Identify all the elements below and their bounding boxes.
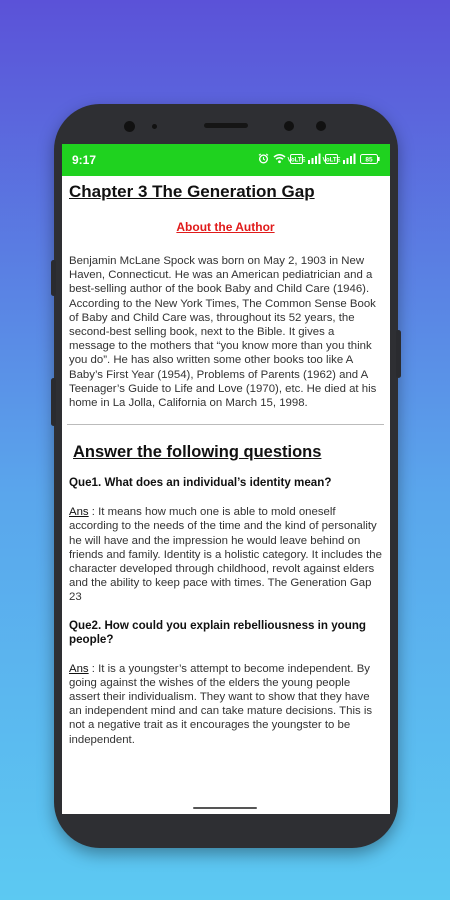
answer-text: : It means how much one is able to mold oneself according to the needs of the time and the kind of personality he will have and the impression he would leave behind on friends and family. Identity is a holistic category. It includes the character developed through childhood, revolt against elders and the ability to keep pace with times. The Generation Gap 23	[69, 506, 382, 604]
volume-button	[51, 260, 56, 296]
sensor-dot	[316, 121, 326, 131]
question-block-2	[69, 619, 382, 747]
volte-text: VoLTE	[287, 157, 306, 164]
sensor-dot	[284, 121, 294, 131]
question-1: Que1. What does an individual’s identity mean?	[69, 476, 332, 490]
answer-2	[69, 662, 382, 747]
divider	[67, 424, 384, 425]
home-indicator[interactable]	[193, 807, 257, 809]
wifi-icon	[273, 153, 286, 167]
question-2: Que2. How could you explain rebelliousness in young people?	[69, 618, 366, 646]
section-title: Answer the following questions	[73, 443, 322, 462]
question-block-1	[69, 476, 382, 604]
volte-icon	[322, 153, 341, 167]
volte-text: VoLTE	[322, 157, 341, 164]
ans-label: Ans	[69, 506, 89, 519]
signal-icon	[342, 153, 356, 167]
alarm-icon	[258, 153, 269, 167]
app-screen	[62, 144, 390, 814]
answer-1	[69, 505, 382, 604]
chapter-content	[62, 176, 390, 747]
front-camera	[124, 121, 135, 132]
ans-label: Ans	[69, 662, 89, 675]
status-bar	[62, 144, 390, 176]
volume-button	[51, 378, 56, 426]
chapter-title: Chapter 3 The Generation Gap	[69, 182, 315, 201]
power-button	[396, 330, 401, 378]
sensor-dot	[152, 124, 157, 129]
status-time: 9:17	[72, 153, 97, 167]
status-icons	[258, 153, 380, 167]
signal-icon	[307, 153, 321, 167]
about-author-link[interactable]: About the Author	[176, 220, 275, 234]
answer-text: : It is a youngster’s attempt to become independent. By going against the wishes of the elders the young people assert their individualism. They want to show that they have an independent mind and can take mature decisions. This is not a negative trait as it encourages the youngster to be independent.	[69, 662, 373, 746]
earpiece-speaker	[204, 123, 248, 128]
battery-level: 85	[365, 156, 373, 164]
about-author-text: Benjamin McLane Spock was born on May 2, 1903 in New Haven, Connecticut. He was an American pediatrician and a best-selling author of the book Baby and Child Care (1946). According to the New York Times, The Common Sense Book of Baby and Child Care was, throughout its 52 years, the second-best selling book, next to the Bible. It gives a message to the mothers that “you know more than you think you do”. He has also written some other books too like A Baby’s First Year (1954), Problems of Parents (1962) and A Teenager’s Guide to Life and Love (1970), etc. He died at his home in La Jolla, California on March 15, 1998.	[69, 255, 377, 410]
battery-icon	[360, 153, 380, 167]
volte-icon	[287, 153, 306, 167]
